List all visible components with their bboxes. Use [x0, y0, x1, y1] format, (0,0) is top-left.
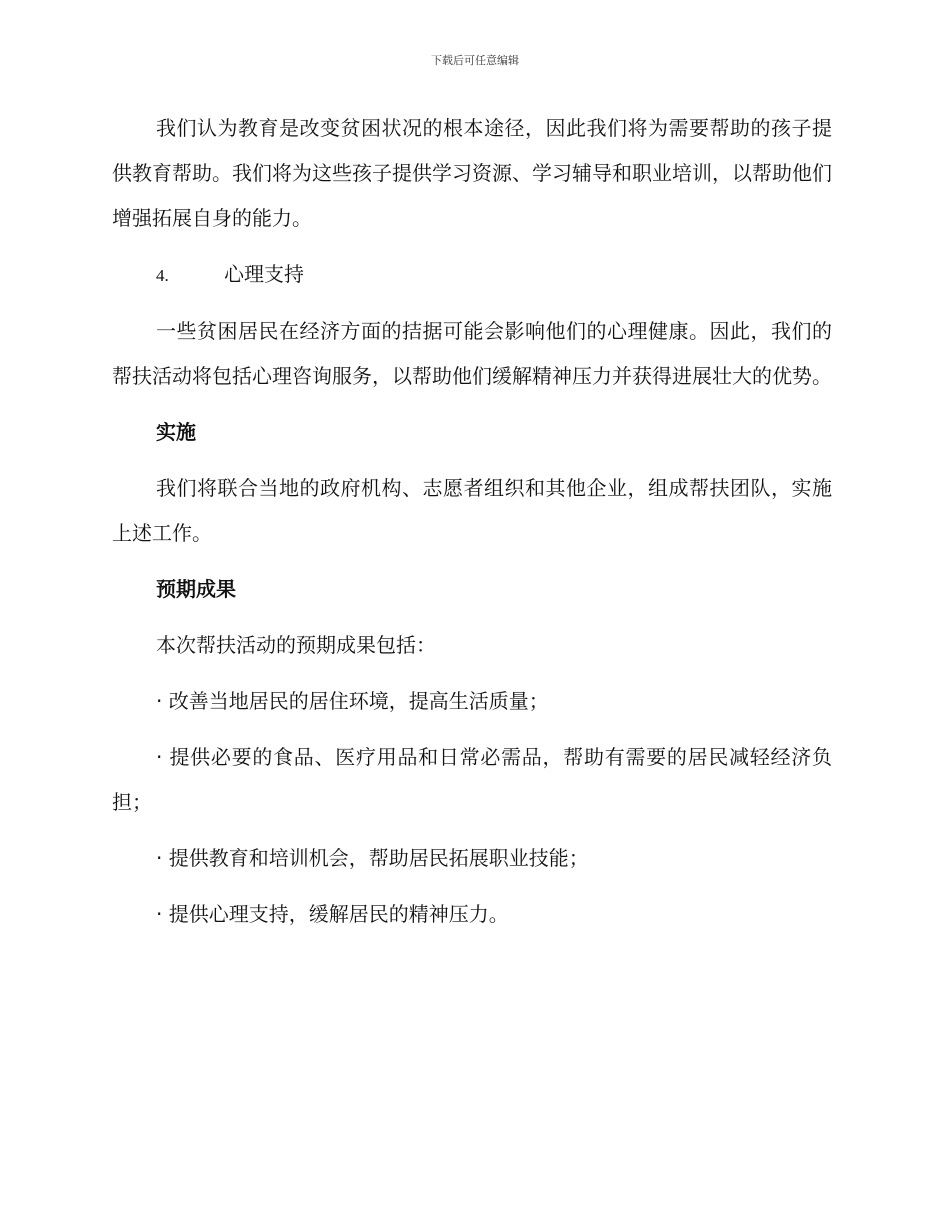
- heading-number: 4.: [156, 266, 169, 285]
- bullet-item: · 提供心理支持，缓解居民的精神压力。: [156, 902, 509, 926]
- bullet-item: · 提供教育和培训机会，帮助居民拓展职业技能；: [156, 846, 589, 870]
- section-title-implement: 实施: [156, 420, 196, 444]
- heading-psych-support: [112, 252, 832, 298]
- heading-title: 心理支持: [224, 262, 304, 286]
- bullet-item: · 提供必要的食品、医疗用品和日常必需品，帮助有需要的居民减轻经济负担；: [112, 745, 832, 814]
- paragraph-education: 我们认为教育是改变贫困状况的根本途径，因此我们将为需要帮助的孩子提供教育帮助。我们将为这些孩子提供学习资源、学习辅导和职业培训，以帮助他们增强拓展自身的能力。: [112, 116, 832, 230]
- page-header: 下载后可任意编辑: [431, 54, 519, 67]
- bullet-item: · 改善当地居民的居住环境，提高生活质量；: [156, 689, 549, 713]
- section-title-outcomes: 预期成果: [156, 577, 236, 601]
- paragraph-implement: 我们将联合当地的政府机构、志愿者组织和其他企业，组成帮扶团队，实施上述工作。: [112, 476, 832, 545]
- paragraph-psych: 一些贫困居民在经济方面的拮据可能会影响他们的心理健康。因此，我们的帮扶活动将包括心理咨询服务，以帮助他们缓解精神压力并获得进展壮大的优势。: [112, 319, 832, 388]
- document-body: [112, 106, 832, 948]
- paragraph-outcomes-intro: 本次帮扶活动的预期成果包括：: [156, 633, 436, 657]
